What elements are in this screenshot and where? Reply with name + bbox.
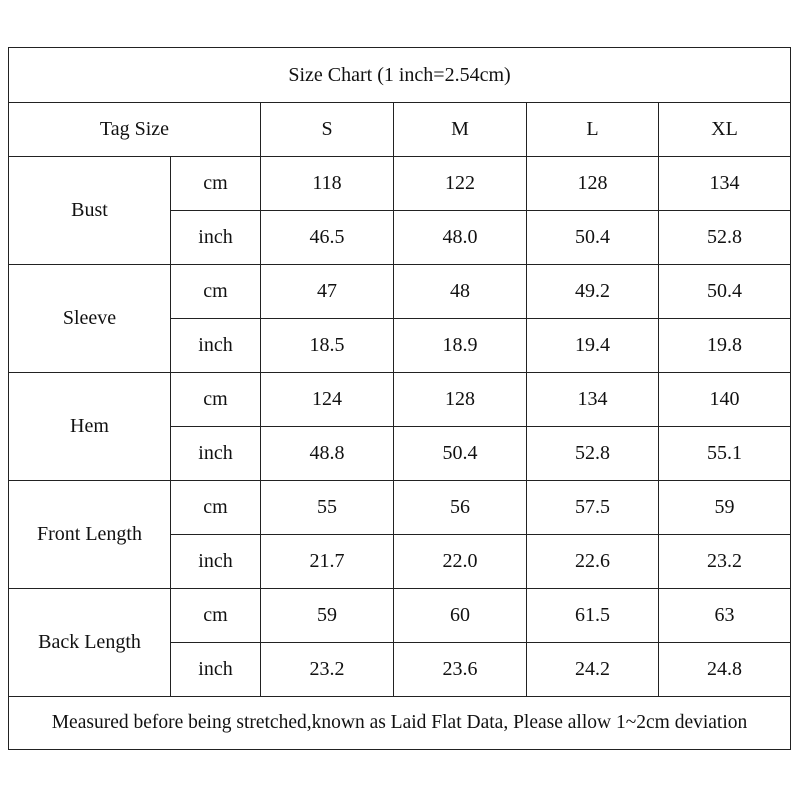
- unit-cell: cm: [171, 265, 261, 319]
- measure-label-sleeve: Sleeve: [9, 265, 171, 373]
- value-cell: 128: [527, 157, 659, 211]
- value-cell: 124: [261, 373, 394, 427]
- table-row: [9, 373, 791, 427]
- value-cell: 23.2: [261, 643, 394, 697]
- value-cell: 22.0: [394, 535, 527, 589]
- measure-label-back-length: Back Length: [9, 589, 171, 697]
- unit-cell: inch: [171, 427, 261, 481]
- unit-cell: inch: [171, 643, 261, 697]
- value-cell: 63: [659, 589, 791, 643]
- value-cell: 50.4: [527, 211, 659, 265]
- header-row: [9, 103, 791, 157]
- value-cell: 128: [394, 373, 527, 427]
- value-cell: 50.4: [659, 265, 791, 319]
- value-cell: 50.4: [394, 427, 527, 481]
- unit-cell: cm: [171, 481, 261, 535]
- value-cell: 19.4: [527, 319, 659, 373]
- value-cell: 57.5: [527, 481, 659, 535]
- value-cell: 122: [394, 157, 527, 211]
- value-cell: 61.5: [527, 589, 659, 643]
- title-row: [9, 48, 791, 103]
- value-cell: 52.8: [527, 427, 659, 481]
- footer-row: [9, 697, 791, 750]
- chart-title: Size Chart (1 inch=2.54cm): [9, 48, 791, 103]
- table-row: [9, 481, 791, 535]
- value-cell: 19.8: [659, 319, 791, 373]
- value-cell: 55.1: [659, 427, 791, 481]
- tag-size-label: Tag Size: [9, 103, 261, 157]
- value-cell: 49.2: [527, 265, 659, 319]
- value-cell: 23.2: [659, 535, 791, 589]
- value-cell: 46.5: [261, 211, 394, 265]
- size-header-xl: XL: [659, 103, 791, 157]
- measure-label-hem: Hem: [9, 373, 171, 481]
- table-row: [9, 157, 791, 211]
- unit-cell: cm: [171, 373, 261, 427]
- value-cell: 59: [261, 589, 394, 643]
- unit-cell: cm: [171, 589, 261, 643]
- unit-cell: cm: [171, 157, 261, 211]
- value-cell: 18.5: [261, 319, 394, 373]
- size-header-s: S: [261, 103, 394, 157]
- unit-cell: inch: [171, 211, 261, 265]
- value-cell: 24.2: [527, 643, 659, 697]
- value-cell: 60: [394, 589, 527, 643]
- value-cell: 55: [261, 481, 394, 535]
- value-cell: 22.6: [527, 535, 659, 589]
- size-chart-table: [8, 47, 791, 750]
- value-cell: 52.8: [659, 211, 791, 265]
- value-cell: 47: [261, 265, 394, 319]
- value-cell: 118: [261, 157, 394, 211]
- value-cell: 18.9: [394, 319, 527, 373]
- value-cell: 134: [659, 157, 791, 211]
- value-cell: 56: [394, 481, 527, 535]
- table-row: [9, 265, 791, 319]
- value-cell: 48.0: [394, 211, 527, 265]
- value-cell: 48: [394, 265, 527, 319]
- unit-cell: inch: [171, 535, 261, 589]
- unit-cell: inch: [171, 319, 261, 373]
- measure-label-front-length: Front Length: [9, 481, 171, 589]
- value-cell: 21.7: [261, 535, 394, 589]
- value-cell: 48.8: [261, 427, 394, 481]
- footer-note: Measured before being stretched,known as Laid Flat Data, Please allow 1~2cm deviation: [9, 697, 791, 750]
- value-cell: 23.6: [394, 643, 527, 697]
- value-cell: 59: [659, 481, 791, 535]
- measure-label-bust: Bust: [9, 157, 171, 265]
- value-cell: 24.8: [659, 643, 791, 697]
- value-cell: 134: [527, 373, 659, 427]
- value-cell: 140: [659, 373, 791, 427]
- table-row: [9, 589, 791, 643]
- size-header-l: L: [527, 103, 659, 157]
- size-header-m: M: [394, 103, 527, 157]
